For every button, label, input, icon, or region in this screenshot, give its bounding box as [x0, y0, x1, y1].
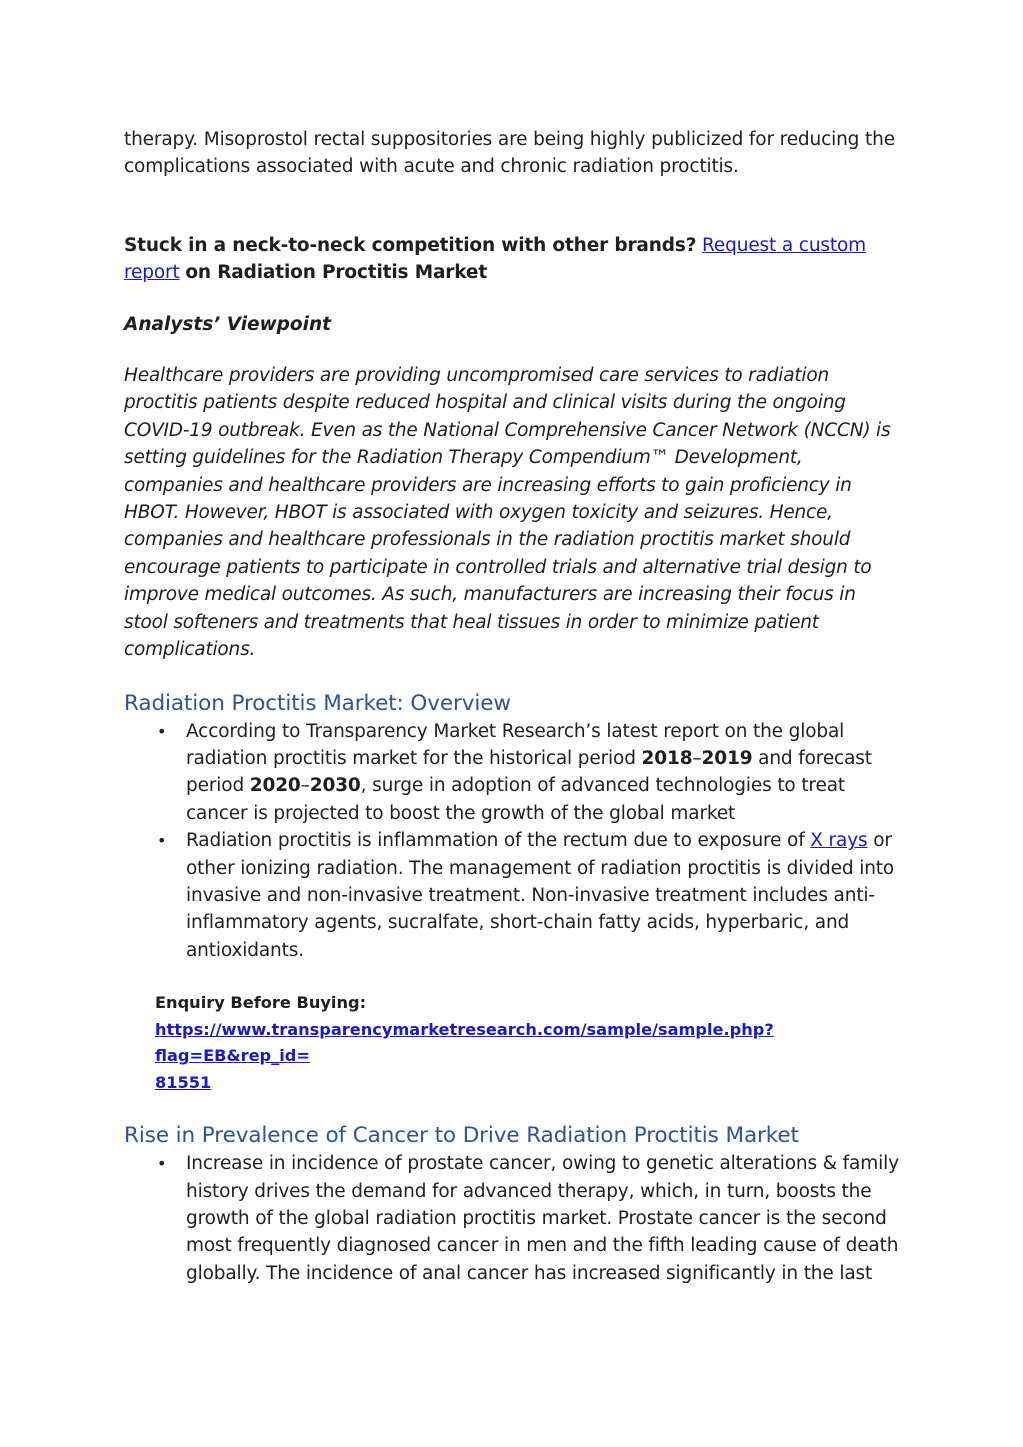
bullet-year: 2019 [701, 747, 753, 769]
cta-paragraph [124, 232, 904, 287]
bullet-glyph: • [157, 1154, 167, 1174]
enquiry-block [155, 990, 904, 1096]
rise-heading: Rise in Prevalence of Cancer to Drive Radiation Proctitis Market [124, 1123, 799, 1149]
bullet-text: According to Transparency Market Research’s latest report on the global radiation proctitis market for the historical period [186, 720, 845, 769]
cta-bold-prefix: Stuck in a neck-to-neck competition with other brands? [124, 234, 697, 256]
bullet-dash: – [692, 747, 702, 769]
bullet-text: Increase in incidence of prostate cancer, owing to genetic alterations & family history drives the demand for advanced therapy, which, in turn, boosts the growth of the global radiation proctitis market. Prostate cancer is the second most frequently diagnosed cancer in men and the fifth leading cause of death globally. The incidence of anal cancer has increased significantly in the last [186, 1153, 899, 1284]
cta-bold-suffix: on Radiation Proctitis Market [185, 262, 488, 284]
intro-paragraph: therapy. Misoprostol rectal suppositories are being highly publicized for reducing the complications associated with acute and chronic radiation proctitis. [124, 129, 895, 178]
bullet-year: 2018 [641, 747, 693, 769]
enquiry-link[interactable] [155, 1020, 774, 1092]
analysts-viewpoint-title: Analysts’ Viewpoint [124, 313, 331, 335]
overview-bullet-list [124, 718, 904, 965]
rise-bullet-list [124, 1150, 904, 1287]
bullet-text: and forecast period [186, 747, 872, 797]
enquiry-url-line1: https://www.transparencymarketresearch.com/sample/sample.php?flag=EB&rep_id= [155, 1019, 774, 1066]
enquiry-label: Enquiry Before Buying: [155, 993, 367, 1013]
bullet-glyph: • [157, 831, 167, 851]
enquiry-url-line2: 81551 [155, 1072, 212, 1092]
bullet-text: , surge in adoption of advanced technologies to treat cancer is projected to boost the growth of the global market [186, 775, 845, 824]
list-item [124, 1150, 904, 1287]
bullet-text: or other ionizing radiation. The management of radiation proctitis is divided into invasive and non-invasive treatment. Non-invasive treatment includes anti-inflammatory agents, sucralfate, short-chain fatty acids, hyperbaric, and antioxidants. [186, 830, 895, 961]
bullet-year: 2030 [309, 775, 361, 797]
bullet-dash: – [300, 775, 310, 797]
document-page [124, 126, 904, 1287]
list-item [124, 827, 904, 964]
x-rays-link[interactable]: X rays [810, 830, 868, 852]
overview-heading: Radiation Proctitis Market: Overview [124, 690, 511, 716]
list-item [124, 718, 904, 828]
bullet-glyph: • [157, 721, 167, 741]
bullet-text: Radiation proctitis is inflammation of the rectum due to exposure of [186, 830, 811, 852]
request-custom-report-link[interactable]: Request a custom report [124, 234, 867, 284]
bullet-year: 2020 [249, 775, 301, 797]
analysts-viewpoint-body: Healthcare providers are providing uncompromised care services to radiation proctitis patients despite reduced hospital and clinical visits during the ongoing COVID-19 outbreak. Even as the National Comprehensive Cancer Network (NCCN) is setting guidelines for the Radiation Therapy Compendium™ Development, companies and healthcare providers are increasing efforts to gain proficiency in HBOT. However, HBOT is associated with oxygen toxicity and seizures. Hence, companies and healthcare professionals in the radiation proctitis market should encourage patients to participate in controlled trials and alternative trial design to improve medical outcomes. As such, manufacturers are increasing their focus in stool softeners and treatments that heal tissues in order to minimize patient complications. [124, 365, 891, 661]
